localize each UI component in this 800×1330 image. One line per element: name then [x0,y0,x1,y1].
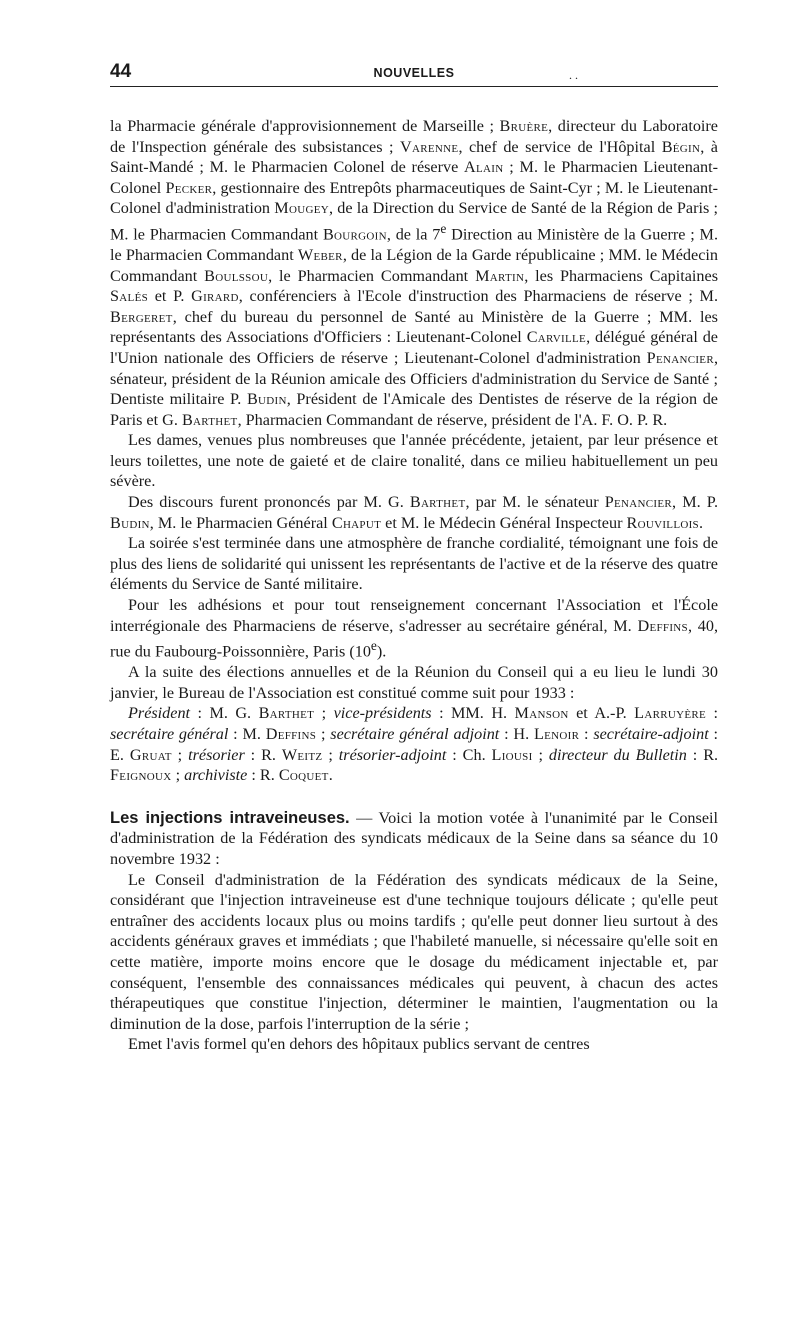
paragraph-membership: Pour les adhésions et pour tout renseignement concernant l'Association et l'École interrégionale des Pharmaciens de réserve, s'adresser au secrétaire général, M. Deffins, 40, rue du Faubourg-Poissonnière, Paris (10e). [110,596,718,661]
page-number: 44 [110,61,132,82]
article-body [110,116,718,1055]
section-paragraph-opinion: Emet l'avis formel qu'en dehors des hôpitaux publics servant de centres [128,1035,590,1054]
running-title: NOUVELLES [373,66,455,80]
paragraph-evening: La soirée s'est terminée dans une atmosphère de franche cordialité, témoignant une fois de plus des liens de solidarité qui unissent les représentants de l'active et de la réserve des quatre éléments du Service de Santé militaire. [110,534,718,594]
section-title: Les injections intraveineuses. [110,808,350,827]
paragraph-elections: A la suite des élections annuelles et de la Réunion du Conseil qui a eu lieu le lundi 30 janvier, le Bureau de l'Association est constitué comme suit pour 1933 : [110,663,718,702]
section-paragraph-motion: Le Conseil d'administration de la Fédération des syndicats médicaux de la Seine, considérant que l'injection intraveineuse est d'une technique toujours délicate ; qu'elle peut entraîner des accidents locaux plus ou moins tardifs ; qu'elle peut donner lieu surtout à des accidents généraux graves et immédiats ; que l'habileté manuelle, si nécessaire qu'elle soit en cette matière, importe moins encore que le dosage du médicament injectable et, par conséquent, l'ensemble des connaissances médicales qui peuvent, à chacun des actes thérapeutiques que constitue l'injection, déterminer le maintien, l'augmentation ou la diminution de la dose, parfois l'interruption de la série ; [110,870,718,1033]
paragraph-ladies: Les dames, venues plus nombreuses que l'année précédente, jetaient, par leur présence et leurs toilettes, une note de gaieté et de claire tonalité, dans ce milieu habituellement un peu sévère. [110,431,718,491]
paragraph-bureau: Président : M. G. Barthet ; vice-présidents : MM. H. Manson et A.-P. Larruyère : secrétaire général : M. Deffins ; secrétaire général adjoint : H. Lenoir : secrétaire-adjoint : E. Gruat ; trésorier : R. Weitz ; trésorier-adjoint : Ch. Liousi ; directeur du Bulletin : R. Feignoux ; archiviste : R. Coquet. [110,704,719,785]
section-intro: Les injections intraveineuses. — Voici la motion votée à l'unanimité par le Conseil d'administration de la Fédération des syndicats médicaux de la Seine dans sa séance du 10 novembre 1932 : [110,808,718,868]
paragraph-speeches: Des discours furent prononcés par M. G. Barthet, par M. le sénateur Penancier, M. P. Budin, M. le Pharmacien Général Chaput et M. le Médecin Général Inspecteur Rouvillois. [110,493,718,532]
page-header [110,60,718,87]
paragraph-attendees: la Pharmacie générale d'approvisionnement de Marseille ; Bruère, directeur du Laboratoire de l'Inspection générale des subsistances ; Varenne, chef de service de l'Hôpital Bégin, à Saint-Mandé ; M. le Pharmacien Colonel de réserve Alain ; M. le Pharmacien Lieutenant-Colonel Pecker, gestionnaire des Entrepôts pharmaceutiques de Saint-Cyr ; M. le Lieutenant-Colonel d'administration Mougey, de la Direction du Service de Santé de la Région de Paris ; M. le Pharmacien Commandant Bourgoin, de la 7e Direction au Ministère de la Guerre ; M. le Pharmacien Commandant Weber, de la Légion de la Garde républicaine ; MM. le Médecin Commandant Boulssou, le Pharmacien Commandant Martin, les Pharmaciens Capitaines Salés et P. Girard, conférenciers à l'Ecole d'instruction des Pharmaciens de réserve ; M. Bergeret, chef du bureau du personnel de Santé au Ministère de la Guerre ; MM. les représentants des Associations d'Officiers : Lieutenant-Colonel Carville, délégué général de l'Union nationale des Officiers de réserve ; Lieutenant-Colonel d'administration Penancier, sénateur, président de la Réunion amicale des Officiers d'administration du Service de Santé ; Dentiste militaire P. Budin, Président de l'Amicale des Dentistes de réserve de la région de Paris et G. Barthet, Pharmacien Commandant de réserve, président de l'A. F. O. P. R. [110,117,719,429]
section-gap [110,786,718,808]
running-mark: . . [569,68,578,82]
